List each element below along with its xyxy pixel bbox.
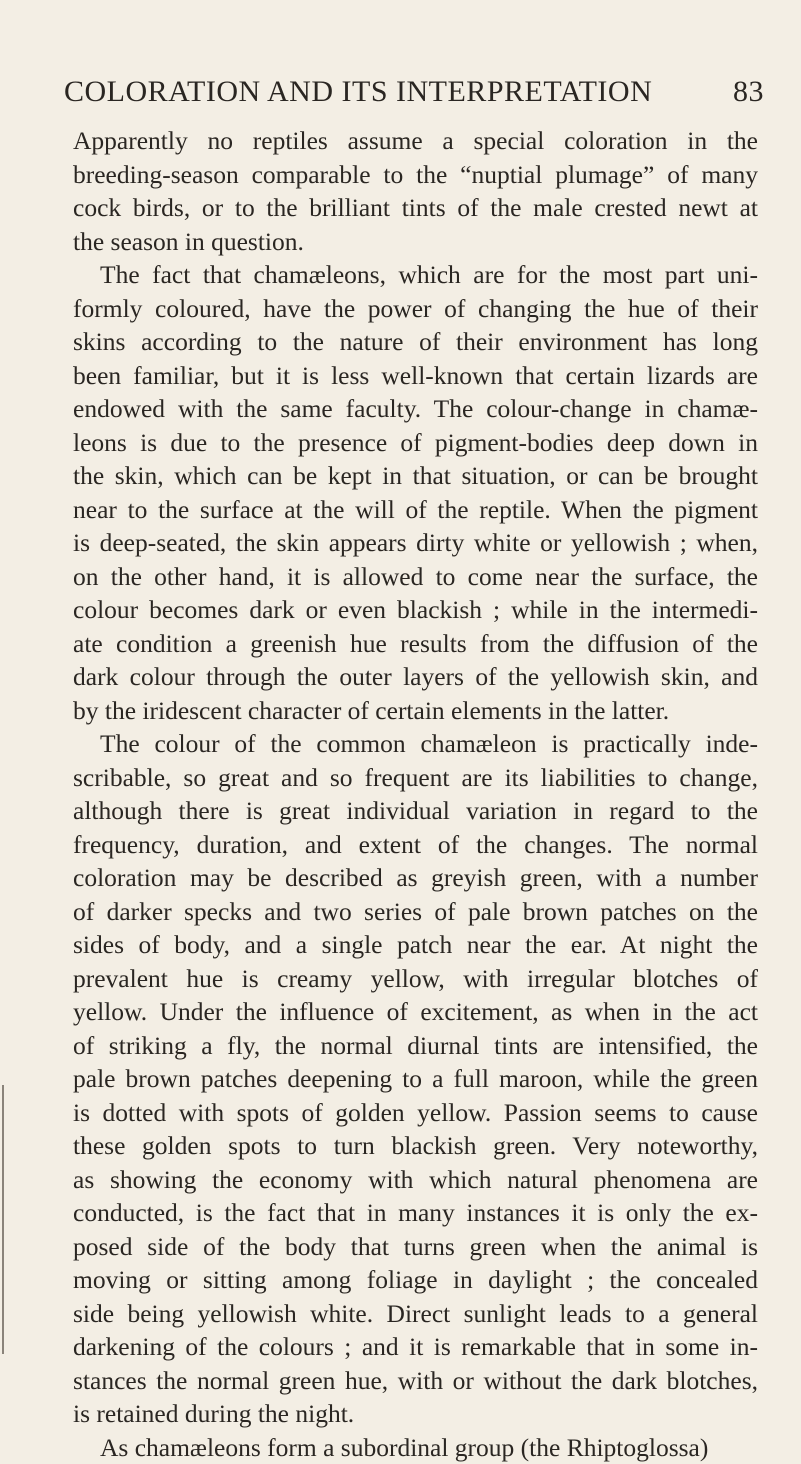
running-head [64, 72, 752, 112]
text-line: been familiar, but it is less well-known that certain lizards are [73, 359, 758, 393]
text-line: near to the surface at the will of the reptile. When the pigment [73, 493, 758, 527]
text-line: prevalent hue is creamy yellow, with irregular blotches of [73, 962, 758, 996]
page-edge-line [2, 1085, 4, 1354]
text-line: of striking a fly, the normal diurnal tints are intensified, the [73, 1029, 758, 1063]
text-line: Apparently no reptiles assume a special coloration in the [73, 124, 758, 158]
text-line: breeding-season comparable to the “nuptial plumage” of many [73, 158, 758, 192]
text-line: As chamæleons form a subordinal group (the Rhiptoglossa) [73, 1431, 758, 1464]
body-text [73, 124, 758, 1464]
text-line: stances the normal green hue, with or without the dark blotches, [73, 1364, 758, 1398]
running-head-title: COLORATION AND ITS INTERPRETATION [64, 72, 652, 112]
text-line: pale brown patches deepening to a full maroon, while the green [73, 1062, 758, 1096]
text-line: endowed with the same faculty. The colour-change in chamæ- [73, 392, 758, 426]
page-number: 83 [733, 72, 764, 112]
text-line: cock birds, or to the brilliant tints of the male crested newt at [73, 191, 758, 225]
text-line: darkening of the colours ; and it is remarkable that in some in- [73, 1330, 758, 1364]
text-line: posed side of the body that turns green when the animal is [73, 1230, 758, 1264]
text-line: is dotted with spots of golden yellow. Passion seems to cause [73, 1096, 758, 1130]
text-line: is retained during the night. [73, 1397, 758, 1431]
text-line: ate condition a greenish hue results from the diffusion of the [73, 627, 758, 661]
text-line: scribable, so great and so frequent are its liabilities to change, [73, 761, 758, 795]
text-line: formly coloured, have the power of changing the hue of their [73, 292, 758, 326]
text-line: these golden spots to turn blackish green. Very noteworthy, [73, 1129, 758, 1163]
text-line: the skin, which can be kept in that situation, or can be brought [73, 459, 758, 493]
text-line: of darker specks and two series of pale brown patches on the [73, 895, 758, 929]
text-line: the season in question. [73, 225, 758, 259]
text-line: leons is due to the presence of pigment-bodies deep down in [73, 426, 758, 460]
text-line: The colour of the common chamæleon is practically inde- [73, 727, 758, 761]
text-line: conducted, is the fact that in many instances it is only the ex- [73, 1196, 758, 1230]
text-line: frequency, duration, and extent of the changes. The normal [73, 828, 758, 862]
text-line: is deep-seated, the skin appears dirty white or yellowish ; when, [73, 526, 758, 560]
text-line: on the other hand, it is allowed to come near the surface, the [73, 560, 758, 594]
text-line: skins according to the nature of their environment has long [73, 325, 758, 359]
text-line: by the iridescent character of certain elements in the latter. [73, 694, 758, 728]
text-line: colour becomes dark or even blackish ; while in the intermedi- [73, 593, 758, 627]
text-line: The fact that chamæleons, which are for the most part uni- [73, 258, 758, 292]
text-line: yellow. Under the influence of excitement, as when in the act [73, 995, 758, 1029]
text-line: sides of body, and a single patch near the ear. At night the [73, 928, 758, 962]
text-line: although there is great individual variation in regard to the [73, 794, 758, 828]
text-line: as showing the economy with which natural phenomena are [73, 1163, 758, 1197]
text-line: coloration may be described as greyish green, with a number [73, 861, 758, 895]
text-line: moving or sitting among foliage in daylight ; the concealed [73, 1263, 758, 1297]
text-line: dark colour through the outer layers of the yellowish skin, and [73, 660, 758, 694]
text-line: side being yellowish white. Direct sunlight leads to a general [73, 1297, 758, 1331]
